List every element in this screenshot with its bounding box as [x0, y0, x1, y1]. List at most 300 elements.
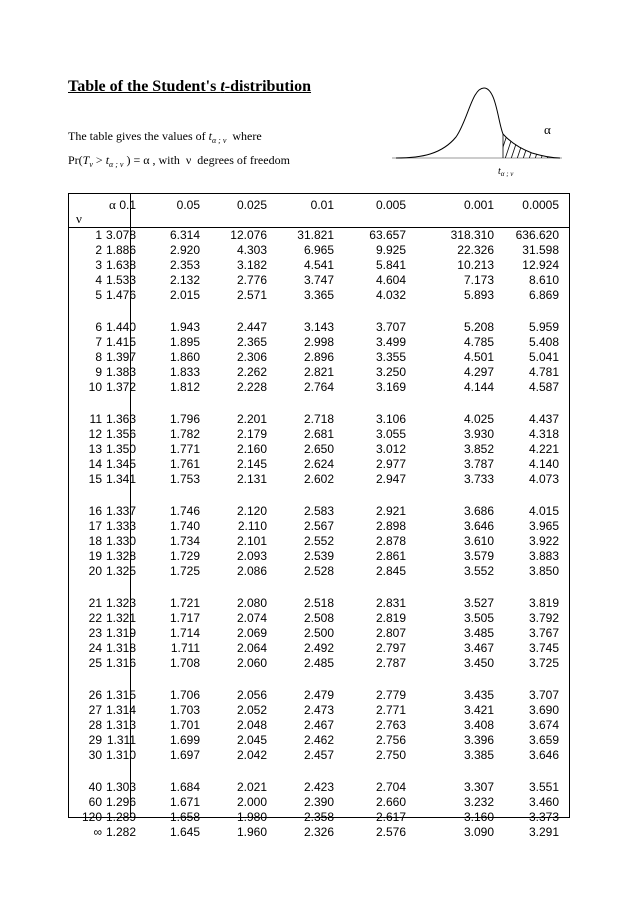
degrees-of-freedom-cell: 3 [95, 258, 102, 272]
alpha-label: α [544, 122, 551, 137]
critical-value-cell: 1.319 [105, 626, 136, 640]
table-row [69, 564, 569, 579]
critical-value-cell: 3.646 [463, 519, 494, 533]
critical-value-cell: 2.423 [303, 780, 334, 794]
critical-value-cell: 4.221 [528, 442, 559, 456]
critical-value-cell: 2.624 [303, 457, 334, 471]
critical-value-cell: 2.473 [303, 703, 334, 717]
critical-value-cell: 2.390 [303, 795, 334, 809]
critical-value-cell: 3.355 [375, 350, 406, 364]
critical-value-cell: 2.353 [169, 258, 200, 272]
degrees-of-freedom-cell: 1 [95, 228, 102, 242]
table-row [69, 718, 569, 733]
critical-value-cell: 1.313 [105, 718, 136, 732]
critical-value-cell: 2.764 [303, 380, 334, 394]
critical-value-cell: 1.812 [169, 380, 200, 394]
critical-value-cell: 1.316 [105, 656, 136, 670]
critical-value-cell: 4.587 [528, 380, 559, 394]
critical-value-cell: 3.396 [463, 733, 494, 747]
critical-value-cell: 2.132 [169, 273, 200, 287]
critical-value-cell: 3.450 [463, 656, 494, 670]
critical-value-cell: 5.959 [528, 320, 559, 334]
degrees-of-freedom-cell: 11 [89, 412, 102, 426]
alpha-column-header: 0.025 [236, 198, 267, 212]
table-row [69, 596, 569, 611]
critical-value-cell: 3.930 [463, 427, 494, 441]
critical-value-cell: 1.711 [170, 641, 200, 655]
critical-value-cell: 2.358 [303, 810, 334, 824]
critical-value-cell: 1.323 [105, 596, 136, 610]
t-critical-label [498, 166, 514, 178]
critical-value-cell: 2.602 [303, 472, 334, 486]
critical-value-cell: 8.610 [528, 273, 559, 287]
title-italic-t: t [220, 78, 225, 95]
critical-value-cell: 63.657 [369, 228, 406, 242]
critical-value-cell: 2.052 [236, 703, 267, 717]
critical-value-cell: 3.745 [528, 641, 559, 655]
critical-value-cell: 2.797 [375, 641, 406, 655]
degrees-of-freedom-cell: 23 [88, 626, 102, 640]
critical-value-cell: 1.684 [169, 780, 200, 794]
title-text: Table of the Student's [68, 78, 221, 95]
degrees-of-freedom-cell: 25 [88, 656, 102, 670]
critical-value-cell: 3.435 [463, 688, 494, 702]
critical-value-cell: 1.796 [169, 412, 200, 426]
critical-value-cell: 1.980 [236, 810, 267, 824]
critical-value-cell: 1.341 [105, 472, 136, 486]
desc-t-symbol: t [208, 129, 212, 143]
critical-value-cell: 1.333 [105, 519, 136, 533]
critical-value-cell: 4.144 [463, 380, 494, 394]
critical-value-cell: 3.499 [375, 335, 406, 349]
critical-value-cell: 3.485 [463, 626, 494, 640]
critical-value-cell: 3.965 [528, 519, 559, 533]
critical-value-cell: 2.650 [303, 442, 334, 456]
critical-value-cell: 2.086 [236, 564, 267, 578]
critical-value-cell: 2.861 [375, 549, 406, 563]
critical-value-cell: 1.314 [105, 703, 136, 717]
critical-value-cell: 1.282 [105, 825, 136, 839]
critical-value-cell: 1.746 [169, 504, 200, 518]
critical-value-cell: 4.015 [528, 504, 559, 518]
critical-value-cell: 2.160 [236, 442, 267, 456]
critical-value-cell: 1.717 [169, 611, 200, 625]
degrees-of-freedom-cell: 7 [95, 335, 102, 349]
table-row [69, 457, 569, 472]
critical-value-cell: 2.528 [303, 564, 334, 578]
critical-value-cell: 3.143 [303, 320, 334, 334]
desc-gt: > [92, 153, 106, 167]
table-row [69, 228, 569, 243]
critical-value-cell: 4.437 [528, 412, 559, 426]
critical-value-cell: 2.787 [375, 656, 406, 670]
t-distribution-table [68, 193, 570, 839]
critical-value-cell: 1.740 [169, 519, 200, 533]
critical-value-cell: 1.729 [169, 549, 200, 563]
critical-value-cell: 3.610 [463, 534, 494, 548]
critical-value-cell: 2.262 [236, 365, 267, 379]
alpha-column-header: 0.001 [463, 198, 494, 212]
critical-value-cell: 3.707 [375, 320, 406, 334]
critical-value-cell: 2.145 [236, 457, 267, 471]
critical-value-cell: 2.093 [236, 549, 267, 563]
critical-value-cell: 1.296 [105, 795, 136, 809]
critical-value-cell: 3.365 [303, 288, 334, 302]
degrees-of-freedom-cell: 15 [88, 472, 102, 486]
table-row [69, 427, 569, 442]
table-row [69, 825, 569, 840]
critical-value-cell: 2.576 [375, 825, 406, 839]
critical-value-cell: 4.140 [528, 457, 559, 471]
table-row [69, 243, 569, 258]
critical-value-cell: 1.318 [105, 641, 136, 655]
critical-value-cell: 1.708 [169, 656, 200, 670]
nu-header-label: ν [76, 211, 82, 226]
critical-value-cell: 1.703 [169, 703, 200, 717]
table-row [69, 320, 569, 335]
table-row [69, 412, 569, 427]
critical-value-cell: 3.659 [528, 733, 559, 747]
critical-value-cell: 2.845 [375, 564, 406, 578]
critical-value-cell: 2.467 [303, 718, 334, 732]
critical-value-cell: 3.850 [528, 564, 559, 578]
critical-value-cell: 1.533 [105, 273, 136, 287]
table-row [69, 504, 569, 519]
degrees-of-freedom-cell: 22 [88, 611, 102, 625]
critical-value-cell: 2.921 [375, 504, 406, 518]
degrees-of-freedom-cell: 12 [88, 427, 102, 441]
critical-value-cell: 3.674 [528, 718, 559, 732]
critical-value-cell: 2.920 [169, 243, 200, 257]
critical-value-cell: 2.998 [303, 335, 334, 349]
critical-value-cell: 1.753 [169, 472, 200, 486]
critical-value-cell: 1.860 [169, 350, 200, 364]
critical-value-cell: 1.761 [169, 457, 200, 471]
degrees-of-freedom-cell: 120 [81, 810, 102, 824]
critical-value-cell: 3.408 [463, 718, 494, 732]
critical-value-cell: 2.539 [303, 549, 334, 563]
critical-value-cell: 2.015 [169, 288, 200, 302]
critical-value-cell: 9.925 [375, 243, 406, 257]
desc-pr: Pr( [68, 153, 83, 167]
critical-value-cell: 2.492 [303, 641, 334, 655]
degrees-of-freedom-cell: 17 [88, 519, 102, 533]
critical-value-cell: 2.617 [375, 810, 406, 824]
critical-value-cell: 3.646 [528, 748, 559, 762]
critical-value-cell: 1.771 [169, 442, 200, 456]
critical-value-cell: 2.763 [375, 718, 406, 732]
critical-value-cell: 2.074 [236, 611, 267, 625]
table-row [69, 611, 569, 626]
critical-value-cell: 1.310 [105, 748, 136, 762]
table-row [69, 288, 569, 303]
critical-value-cell: 1.350 [105, 442, 136, 456]
critical-value-cell: 5.208 [463, 320, 494, 334]
critical-value-cell: 4.303 [236, 243, 267, 257]
critical-value-cell: 22.326 [457, 243, 494, 257]
critical-value-cell: 1.714 [169, 626, 200, 640]
critical-value-cell: 1.638 [105, 258, 136, 272]
critical-value-cell: 1.734 [169, 534, 200, 548]
critical-value-cell: 2.878 [375, 534, 406, 548]
critical-value-cell: 3.160 [463, 810, 494, 824]
critical-value-cell: 3.690 [528, 703, 559, 717]
critical-value-cell: 1.782 [169, 427, 200, 441]
table-row [69, 703, 569, 718]
table-row [69, 350, 569, 365]
critical-value-cell: 12.924 [522, 258, 559, 272]
critical-value-cell: 1.699 [169, 733, 200, 747]
table-row [69, 258, 569, 273]
critical-value-cell: 3.767 [528, 626, 559, 640]
critical-value-cell: 2.779 [375, 688, 406, 702]
critical-value-cell: 1.701 [169, 718, 200, 732]
critical-value-cell: 1.356 [105, 427, 136, 441]
table-row [69, 656, 569, 671]
table-row [69, 688, 569, 703]
degrees-of-freedom-cell: 18 [88, 534, 102, 548]
desc-t-symbol-2: t [105, 153, 110, 167]
critical-value-cell: 2.365 [236, 335, 267, 349]
critical-value-cell: 2.228 [236, 380, 267, 394]
degrees-of-freedom-cell: 28 [88, 718, 102, 732]
critical-value-cell: 2.583 [303, 504, 334, 518]
critical-value-cell: 1.440 [105, 320, 136, 334]
table-row [69, 626, 569, 641]
critical-value-cell: 6.314 [169, 228, 200, 242]
critical-value-cell: 3.819 [528, 596, 559, 610]
critical-value-cell: 2.898 [375, 519, 406, 533]
critical-value-cell: 2.060 [236, 656, 267, 670]
table-row [69, 748, 569, 763]
critical-value-cell: 3.090 [463, 825, 494, 839]
table-row [69, 472, 569, 487]
critical-value-cell: 1.645 [169, 825, 200, 839]
desc-tail: ) = α , with ν degrees of freedom [123, 153, 290, 167]
degrees-of-freedom-cell: 4 [95, 273, 102, 287]
critical-value-cell: 3.232 [463, 795, 494, 809]
critical-value-cell: 1.895 [169, 335, 200, 349]
critical-value-cell: 1.721 [169, 596, 200, 610]
table-row [69, 795, 569, 810]
critical-value-cell: 3.291 [528, 825, 559, 839]
critical-value-cell: 1.345 [105, 457, 136, 471]
degrees-of-freedom-cell: 24 [88, 641, 102, 655]
desc-text: The table gives the values of [68, 129, 209, 143]
critical-value-cell: 2.756 [375, 733, 406, 747]
degrees-of-freedom-cell: 26 [88, 688, 102, 702]
degrees-of-freedom-cell: 16 [88, 504, 102, 518]
critical-value-cell: 2.681 [303, 427, 334, 441]
critical-value-cell: 3.385 [463, 748, 494, 762]
critical-value-cell: 2.479 [303, 688, 334, 702]
critical-value-cell: 4.297 [463, 365, 494, 379]
critical-value-cell: 5.893 [463, 288, 494, 302]
alpha-column-header: 0.005 [375, 198, 406, 212]
degrees-of-freedom-cell: 10 [88, 380, 102, 394]
critical-value-cell: 2.048 [236, 718, 267, 732]
critical-value-cell: 2.069 [236, 626, 267, 640]
critical-value-cell: 2.326 [303, 825, 334, 839]
table-row [69, 335, 569, 350]
critical-value-cell: 636.620 [515, 228, 559, 242]
degrees-of-freedom-cell: 21 [88, 596, 102, 610]
critical-value-cell: 1.886 [105, 243, 136, 257]
table-row [69, 365, 569, 380]
page-title [68, 78, 311, 96]
critical-value-cell: 318.310 [450, 228, 494, 242]
critical-value-cell: 2.110 [237, 519, 267, 533]
critical-value-cell: 5.408 [528, 335, 559, 349]
critical-value-cell: 4.073 [528, 472, 559, 486]
desc-T-symbol: T [82, 153, 90, 167]
critical-value-cell: 1.960 [236, 825, 267, 839]
critical-value-cell: 2.831 [375, 596, 406, 610]
critical-value-cell: 2.567 [303, 519, 334, 533]
critical-value-cell: 1.943 [169, 320, 200, 334]
critical-value-cell: 2.306 [236, 350, 267, 364]
critical-value-cell: 1.476 [105, 288, 136, 302]
critical-value-cell: 3.078 [105, 228, 136, 242]
degrees-of-freedom-cell: 14 [88, 457, 102, 471]
table-row [69, 519, 569, 534]
critical-value-cell: 1.328 [105, 549, 136, 563]
alpha-header-label: α [109, 197, 116, 212]
critical-value-cell: 2.896 [303, 350, 334, 364]
degrees-of-freedom-cell: 5 [95, 288, 102, 302]
table-header [69, 194, 569, 228]
critical-value-cell: 2.462 [303, 733, 334, 747]
critical-value-cell: 1.725 [169, 564, 200, 578]
critical-value-cell: 2.045 [236, 733, 267, 747]
critical-value-cell: 1.671 [169, 795, 200, 809]
critical-value-cell: 3.579 [463, 549, 494, 563]
critical-value-cell: 3.505 [463, 611, 494, 625]
critical-value-cell: 3.883 [528, 549, 559, 563]
critical-value-cell: 3.106 [375, 412, 406, 426]
critical-value-cell: 2.500 [303, 626, 334, 640]
alpha-column-header: 0.0005 [522, 198, 559, 212]
critical-value-cell: 4.785 [463, 335, 494, 349]
t-distribution-curve-figure [392, 82, 572, 182]
critical-value-cell: 3.055 [375, 427, 406, 441]
critical-value-cell: 1.303 [105, 780, 136, 794]
critical-value-cell: 1.311 [106, 733, 136, 747]
critical-value-cell: 3.460 [528, 795, 559, 809]
critical-value-cell: 3.922 [528, 534, 559, 548]
critical-value-cell: 2.056 [236, 688, 267, 702]
critical-value-cell: 2.508 [303, 611, 334, 625]
degrees-of-freedom-cell: 40 [88, 780, 102, 794]
t-critical-subscript: α ; ν [500, 170, 514, 178]
critical-value-cell: 3.012 [375, 442, 406, 456]
critical-value-cell: 1.397 [105, 350, 136, 364]
alpha-column-header: 0.05 [176, 198, 200, 212]
table-row [69, 442, 569, 457]
table-row [69, 641, 569, 656]
critical-value-cell: 4.541 [303, 258, 334, 272]
critical-value-cell: 6.869 [528, 288, 559, 302]
critical-value-cell: 3.551 [528, 780, 559, 794]
alpha-column-header: 0.1 [119, 198, 136, 212]
critical-value-cell: 2.042 [236, 748, 267, 762]
critical-value-cell: 3.307 [463, 780, 494, 794]
critical-value-cell: 2.776 [236, 273, 267, 287]
critical-value-cell: 2.485 [303, 656, 334, 670]
critical-value-cell: 4.032 [375, 288, 406, 302]
critical-value-cell: 2.821 [303, 365, 334, 379]
critical-value-cell: 2.201 [236, 412, 267, 426]
description-line-2 [68, 153, 290, 169]
degrees-of-freedom-cell: 27 [88, 703, 102, 717]
critical-value-cell: 3.686 [463, 504, 494, 518]
critical-value-cell: 2.457 [303, 748, 334, 762]
critical-value-cell: 1.697 [169, 748, 200, 762]
degrees-of-freedom-cell: 60 [88, 795, 102, 809]
critical-value-cell: 3.373 [528, 810, 559, 824]
critical-value-cell: 12.076 [230, 228, 267, 242]
critical-value-cell: 4.781 [528, 365, 559, 379]
critical-value-cell: 2.947 [375, 472, 406, 486]
critical-value-cell: 5.841 [375, 258, 406, 272]
critical-value-cell: 1.415 [105, 335, 136, 349]
alpha-column-header: 0.01 [310, 198, 334, 212]
critical-value-cell: 2.179 [236, 427, 267, 441]
critical-value-cell: 5.041 [528, 350, 559, 364]
critical-value-cell: 31.821 [297, 228, 334, 242]
critical-value-cell: 1.325 [105, 564, 136, 578]
degrees-of-freedom-cell: 13 [88, 442, 102, 456]
degrees-of-freedom-cell: 8 [95, 350, 102, 364]
critical-value-cell: 2.064 [236, 641, 267, 655]
desc-t-subscript: α ; ν [211, 136, 227, 145]
critical-value-cell: 2.977 [375, 457, 406, 471]
desc-t-subscript-2: α ; ν [109, 160, 124, 169]
degrees-of-freedom-cell: 2 [95, 243, 102, 257]
critical-value-cell: 4.501 [463, 350, 494, 364]
critical-value-cell: 1.363 [105, 412, 136, 426]
critical-value-cell: 2.750 [375, 748, 406, 762]
table-row [69, 549, 569, 564]
desc-T-subscript: ν [89, 160, 93, 169]
critical-value-cell: 1.706 [169, 688, 200, 702]
critical-value-cell: 7.173 [463, 273, 494, 287]
critical-value-cell: 1.330 [105, 534, 136, 548]
critical-value-cell: 1.383 [105, 365, 136, 379]
critical-value-cell: 3.467 [463, 641, 494, 655]
critical-value-cell: 2.660 [375, 795, 406, 809]
critical-value-cell: 3.552 [463, 564, 494, 578]
critical-value-cell: 2.021 [236, 780, 267, 794]
table-row [69, 534, 569, 549]
critical-value-cell: 2.080 [236, 596, 267, 610]
degrees-of-freedom-cell: 19 [88, 549, 102, 563]
critical-value-cell: 6.965 [303, 243, 334, 257]
critical-value-cell: 10.213 [457, 258, 494, 272]
desc-text-where: where [226, 129, 262, 143]
critical-value-cell: 3.747 [303, 273, 334, 287]
degrees-of-freedom-cell: ∞ [93, 825, 102, 839]
t-critical-symbol: t [498, 166, 501, 177]
degrees-of-freedom-cell: 30 [88, 748, 102, 762]
critical-value-cell: 2.771 [375, 703, 406, 717]
critical-value-cell: 4.604 [375, 273, 406, 287]
critical-value-cell: 2.120 [236, 504, 267, 518]
density-curve [396, 88, 560, 158]
degrees-of-freedom-cell: 20 [88, 564, 102, 578]
degrees-of-freedom-cell: 6 [95, 320, 102, 334]
critical-value-cell: 3.707 [528, 688, 559, 702]
